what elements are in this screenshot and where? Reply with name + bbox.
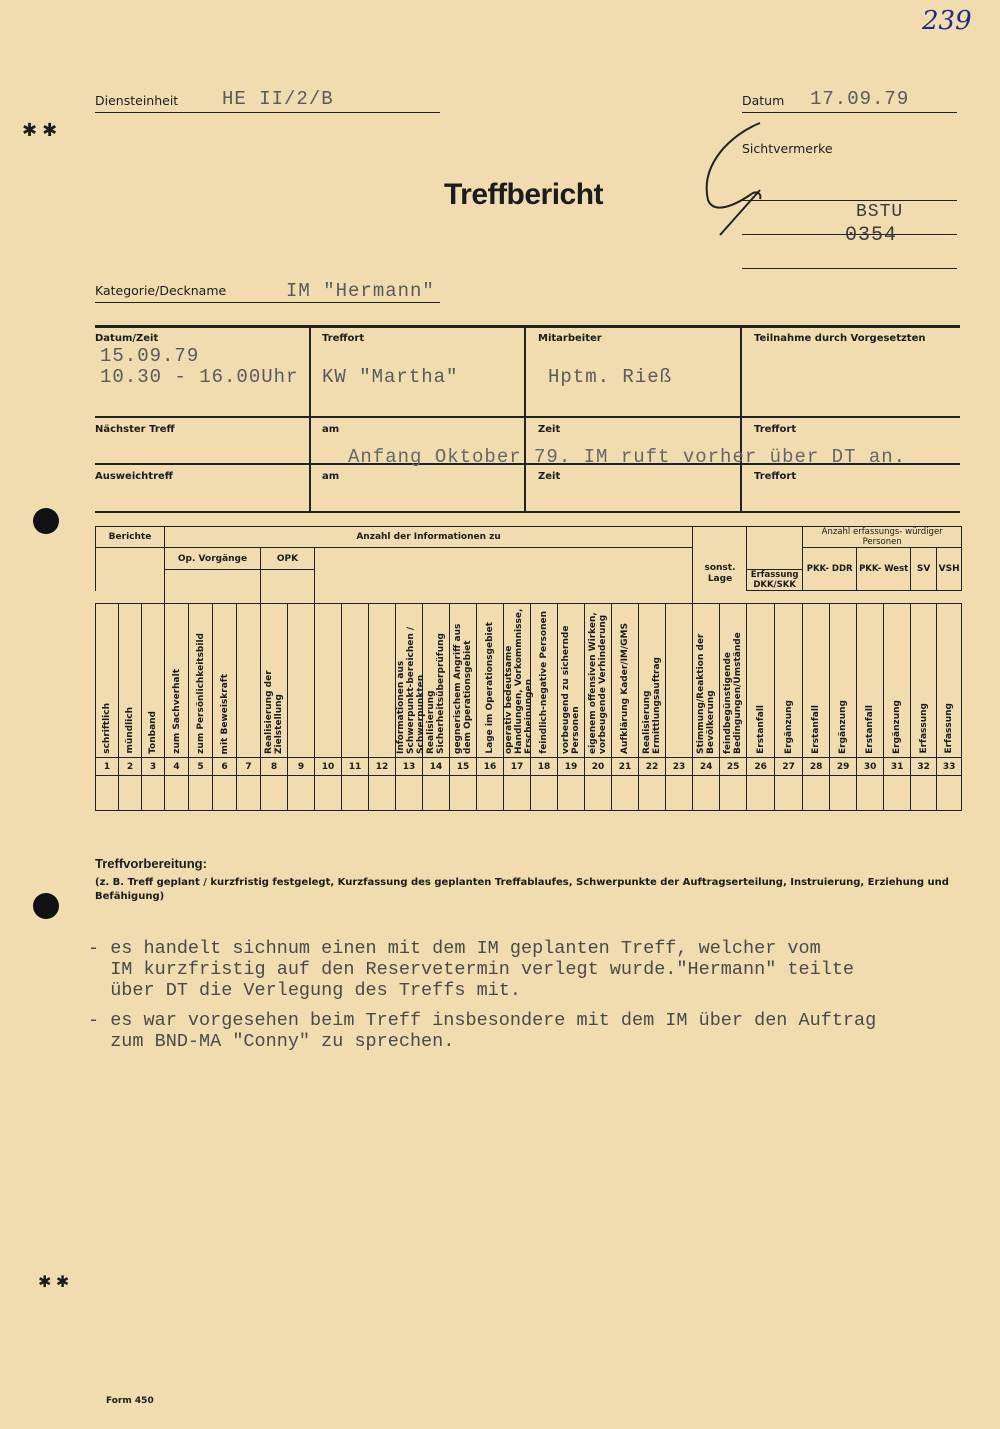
column-label-5: [189, 604, 213, 758]
entry-cell[interactable]: [747, 776, 775, 811]
anzahl-info-header: Anzahl der Informationen zu: [165, 527, 693, 548]
column-number: 20: [585, 758, 612, 776]
sv-header: SV: [911, 548, 937, 591]
column-number: 6: [213, 758, 237, 776]
column-label-10: [315, 604, 342, 758]
berichte-header: Berichte: [96, 527, 165, 548]
opk-header: OPK: [261, 548, 315, 570]
column-label-text: feindbegünstigende Bedingungen/Umstände: [723, 632, 744, 754]
datum-rule: [742, 112, 957, 113]
page-title: Treffbericht: [444, 178, 604, 211]
entry-cell[interactable]: [237, 776, 261, 811]
column-number: 19: [558, 758, 585, 776]
column-labels-row: [96, 604, 962, 758]
meeting-col1: [309, 327, 311, 513]
form-number: Form 450: [106, 1396, 154, 1406]
column-label-text: Informationen aus Schwerpunkt-bereichen / Schwerpunkten: [396, 626, 426, 754]
meeting-top-rule: [95, 325, 960, 328]
meeting-row3-bottom: [95, 511, 960, 513]
column-label-3: [142, 604, 165, 758]
column-label-text: schriftlich: [102, 703, 112, 754]
column-label-32: [911, 604, 937, 758]
column-label-15: [450, 604, 477, 758]
datum-value: 17.09.79: [810, 88, 910, 110]
entry-cell[interactable]: [261, 776, 288, 811]
kategorie-rule: [95, 302, 440, 303]
statistics-grid: [95, 526, 962, 811]
sonst-lage-label: sonst. Lage: [704, 563, 736, 584]
datumzeit-label: Datum/Zeit: [95, 333, 159, 344]
column-label-text: Erstanfall: [811, 705, 822, 754]
column-label-text: zum Persönlichkeitsbild: [195, 633, 206, 754]
entry-cell[interactable]: [884, 776, 911, 811]
column-label-21: [612, 604, 639, 758]
naechster-treff-value: Anfang Oktober 79. IM ruft vorher über DT an.: [348, 446, 907, 468]
zeit-label: Zeit: [538, 424, 561, 435]
column-label-20: [585, 604, 612, 758]
report-paragraph-1: - es handelt sichnum einen mit dem IM geplanten Treff, welcher vom IM kurzfristig auf den Reservetermin verlegt wurde."Hermann" teilte über DT die Verlegung des Treffs mit.: [88, 938, 855, 1001]
am-label: am: [322, 424, 340, 435]
column-number: 29: [830, 758, 857, 776]
column-label-text: Realisierung Sicherheitsüberprüfung: [426, 633, 446, 754]
erfassung-dkk-header: Erfassung DKK/SKK: [747, 570, 803, 591]
kategorie-value: IM "Hermann": [286, 280, 435, 302]
entry-cell[interactable]: [558, 776, 585, 811]
column-label-text: Tonband: [148, 711, 158, 754]
entry-cell[interactable]: [830, 776, 857, 811]
entry-cell[interactable]: [937, 776, 962, 811]
report-paragraph-2: - es war vorgesehen beim Treff insbesondere mit dem IM über den Auftrag zum BND-MA "Conny" zu sprechen.: [88, 1010, 877, 1052]
column-label-6: [213, 604, 237, 758]
column-label-24: [693, 604, 720, 758]
column-number: 15: [450, 758, 477, 776]
entry-cell[interactable]: [423, 776, 450, 811]
column-number: 12: [369, 758, 396, 776]
column-label-text: mit Beweiskraft: [219, 673, 230, 754]
column-number: 16: [477, 758, 504, 776]
ink-mark-2: ✱ ✱: [38, 1274, 70, 1291]
column-number: 1: [96, 758, 119, 776]
entry-cell[interactable]: [693, 776, 720, 811]
entry-cell[interactable]: [342, 776, 369, 811]
column-label-4: [165, 604, 189, 758]
column-number: 28: [803, 758, 830, 776]
column-label-9: [288, 604, 315, 758]
entry-cell[interactable]: [612, 776, 639, 811]
column-number: 18: [531, 758, 558, 776]
mitarbeiter-value: Hptm. Rieß: [548, 366, 673, 388]
entry-cell[interactable]: [504, 776, 531, 811]
punch-hole-1: [33, 508, 59, 534]
teilnahme-label: Teilnahme durch Vorgesetzten: [754, 333, 926, 344]
column-number: 22: [639, 758, 666, 776]
column-label-text: Aufklärung Kader/IM/GMS: [620, 623, 630, 754]
column-number: 13: [396, 758, 423, 776]
column-label-22: [639, 604, 666, 758]
entry-cell[interactable]: [189, 776, 213, 811]
column-label-2: [119, 604, 142, 758]
zeit2-label: Zeit: [538, 471, 561, 482]
pkk-west-header: PKK- West: [857, 548, 911, 591]
column-label-text: Realisierung Ermittlungsauftrag: [642, 656, 662, 754]
entry-cell[interactable]: [213, 776, 237, 811]
entry-cell[interactable]: [450, 776, 477, 811]
column-label-23: [666, 604, 693, 758]
column-number: 25: [720, 758, 747, 776]
column-label-text: mündlich: [125, 707, 135, 754]
entry-cell[interactable]: [775, 776, 803, 811]
column-label-text: Ergänzung: [783, 699, 794, 754]
column-label-12: [369, 604, 396, 758]
sichtvermerke-label: Sichtvermerke: [742, 141, 833, 156]
diensteinheit-value: HE II/2/B: [222, 88, 334, 110]
meeting-col2: [524, 327, 526, 513]
column-label-text: operativ bedeutsame Handlungen, Vorkommnisse, Erscheinungen: [504, 608, 534, 754]
entry-cell[interactable]: [165, 776, 189, 811]
column-number: 21: [612, 758, 639, 776]
datum-label: Datum: [742, 93, 785, 108]
treffort-value: KW "Martha": [322, 366, 459, 388]
column-numbers-row: [96, 758, 962, 776]
column-label-16: [477, 604, 504, 758]
column-number: 3: [142, 758, 165, 776]
column-number: 31: [884, 758, 911, 776]
entry-cell[interactable]: [666, 776, 693, 811]
column-label-18: [531, 604, 558, 758]
entry-cell[interactable]: [142, 776, 165, 811]
entry-row: [96, 776, 962, 811]
column-label-13: [396, 604, 426, 758]
column-label-14: [423, 604, 450, 758]
column-number: 23: [666, 758, 693, 776]
column-label-text: Ergänzung: [838, 699, 849, 754]
ink-mark-1: ✱ ✱: [22, 120, 58, 140]
entry-cell[interactable]: [911, 776, 937, 811]
punch-hole-2: [33, 893, 59, 919]
kategorie-label: Kategorie/Deckname: [95, 283, 227, 298]
column-number: 14: [423, 758, 450, 776]
mitarbeiter-label: Mitarbeiter: [538, 333, 602, 344]
vorbereitung-title: Treffvorbereitung:: [95, 856, 207, 871]
diensteinheit-rule: [95, 112, 440, 113]
entry-cell[interactable]: [720, 776, 747, 811]
vorbereitung-hint: (z. B. Treff geplant / kurzfristig festgelegt, Kurzfassung des geplanten Treffablaufes, Schwerpunkte der Auftragserteilung, Instruierung, Erziehung und Befähigung): [95, 877, 949, 902]
column-number: 2: [119, 758, 142, 776]
column-label-text: Lage im Operationsgebiet: [485, 622, 495, 754]
column-label-1: [96, 604, 119, 758]
column-label-27: [775, 604, 803, 758]
entry-cell[interactable]: [477, 776, 504, 811]
column-label-text: gegnerischem Angriff aus dem Operationsgebiet: [453, 623, 473, 754]
am2-label: am: [322, 471, 340, 482]
column-number: 10: [315, 758, 342, 776]
entry-cell[interactable]: [119, 776, 142, 811]
signature-mark: [690, 115, 780, 255]
entry-cell[interactable]: [857, 776, 884, 811]
archive-stamp-line1: BSTU: [856, 202, 904, 222]
column-label-26: [747, 604, 775, 758]
entry-cell[interactable]: [531, 776, 558, 811]
column-number: 26: [747, 758, 775, 776]
column-number: 33: [937, 758, 962, 776]
column-label-33: [937, 604, 962, 758]
column-number: 4: [165, 758, 189, 776]
column-number: 8: [261, 758, 288, 776]
column-label-31: [884, 604, 911, 758]
datumzeit-line2: 10.30 - 16.00Uhr: [100, 366, 299, 388]
entry-cell[interactable]: [369, 776, 396, 811]
column-label-text: Ergänzung: [892, 699, 903, 754]
column-label-19: [558, 604, 585, 758]
entry-cell[interactable]: [96, 776, 119, 811]
column-label-25: [720, 604, 747, 758]
treffort2-label: Treffort: [754, 424, 797, 435]
naechster-treff-label: Nächster Treff: [95, 424, 175, 435]
column-number: 5: [189, 758, 213, 776]
archive-stamp-line2: 0354: [845, 224, 898, 247]
anzahl-personen-header: Anzahl erfassungs- würdiger Personen: [803, 527, 962, 548]
column-label-text: zum Sachverhalt: [171, 669, 182, 754]
ausweichtreff-label: Ausweichtreff: [95, 471, 173, 482]
column-label-30: [857, 604, 884, 758]
column-label-text: Erstanfall: [865, 705, 876, 754]
column-label-text: Erstanfall: [755, 705, 766, 754]
column-number: 7: [237, 758, 261, 776]
treffort-label: Treffort: [322, 333, 365, 344]
column-label-text: feindlich-negative Personen: [539, 611, 549, 754]
column-label-text: Stimmung/Reaktion der Bevölkerung: [696, 633, 717, 754]
vsh-header: VSH: [937, 548, 962, 591]
treffort3-label: Treffort: [754, 471, 797, 482]
entry-cell[interactable]: [315, 776, 342, 811]
column-label-text: Erfassung: [918, 703, 929, 754]
datumzeit-line1: 15.09.79: [100, 345, 200, 367]
column-label-29: [830, 604, 857, 758]
column-number: 32: [911, 758, 937, 776]
meeting-col3: [740, 327, 742, 513]
entry-cell[interactable]: [396, 776, 423, 811]
meeting-row1-bottom: [95, 416, 960, 418]
column-label-text: vorbeugend zu sichernde Personen: [561, 625, 581, 754]
column-label-17: [504, 604, 534, 758]
entry-cell[interactable]: [585, 776, 612, 811]
column-label-text: Realisierung der Zielstellung: [264, 670, 284, 754]
column-number: 11: [342, 758, 369, 776]
column-label-text: eigenem offensiven Wirken, vorbeugende Verhinderung: [588, 612, 608, 754]
pkk-ddr-header: PKK- DDR: [803, 548, 857, 591]
op-vorgaenge-header: Op. Vorgänge: [165, 548, 261, 570]
column-label-8: [261, 604, 288, 758]
diensteinheit-label: Diensteinheit: [95, 93, 179, 108]
column-number: 9: [288, 758, 315, 776]
column-number: 27: [775, 758, 803, 776]
entry-cell[interactable]: [803, 776, 830, 811]
column-label-28: [803, 604, 830, 758]
column-label-text: Erfassung: [944, 703, 955, 754]
entry-cell[interactable]: [288, 776, 315, 811]
column-number: 30: [857, 758, 884, 776]
page-number: 239: [922, 6, 972, 36]
column-number: 24: [693, 758, 720, 776]
entry-cell[interactable]: [639, 776, 666, 811]
column-label-7: [237, 604, 261, 758]
column-number: 17: [504, 758, 531, 776]
column-label-11: [342, 604, 369, 758]
sicht-rule-3: [742, 268, 957, 269]
